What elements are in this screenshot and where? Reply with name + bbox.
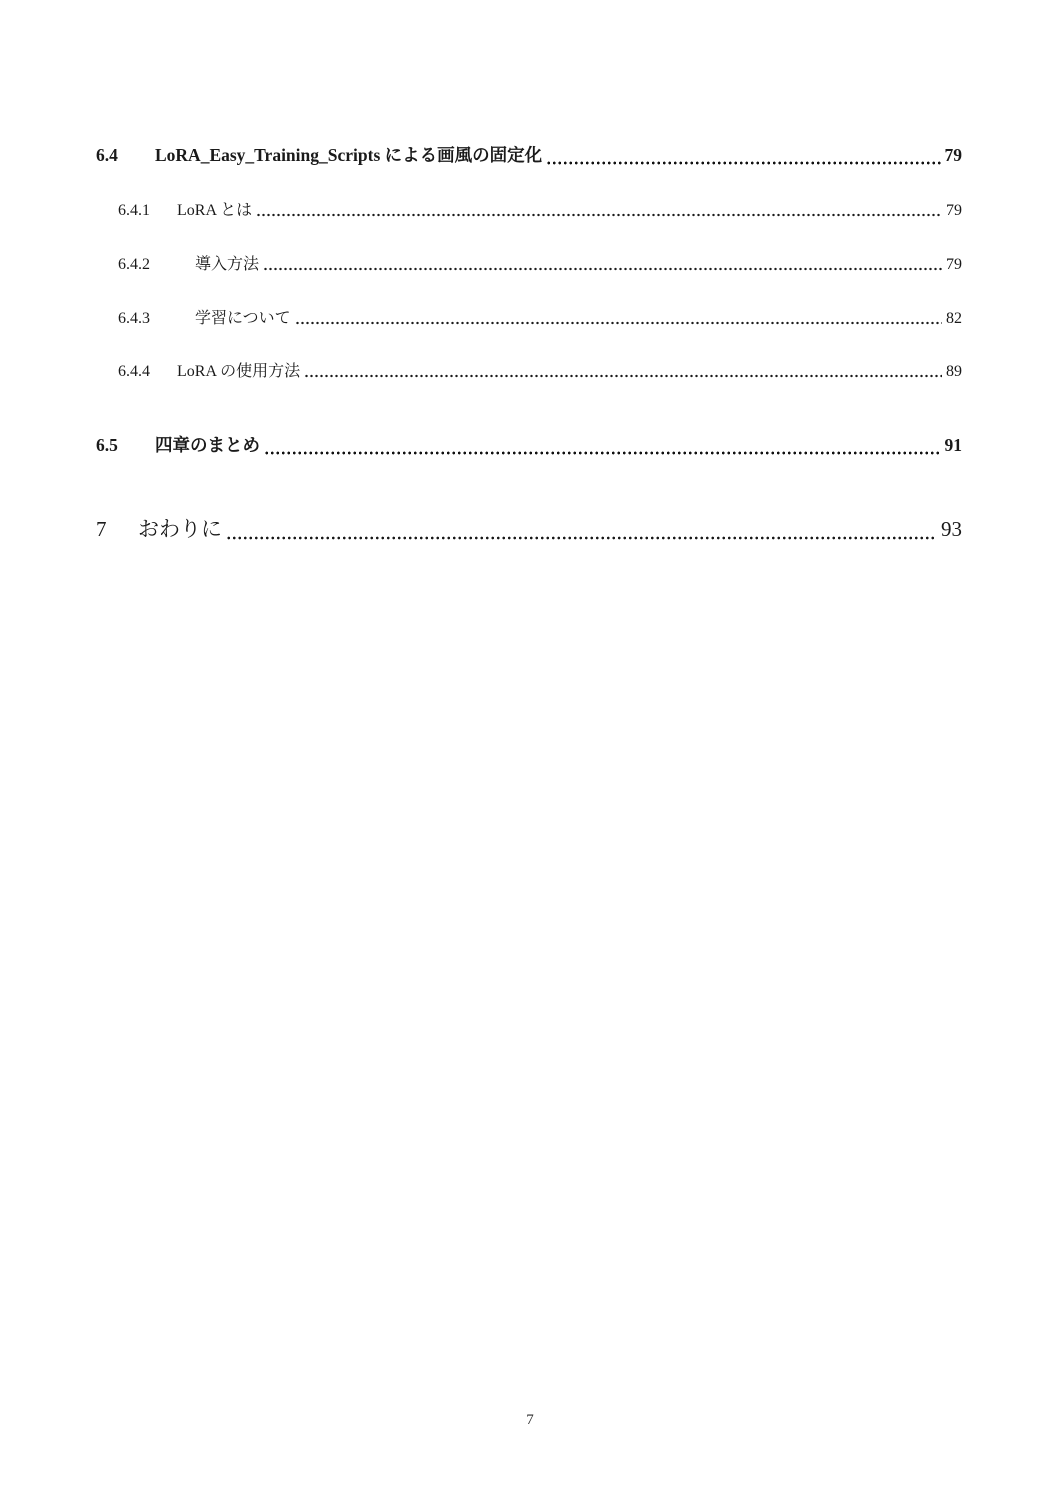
toc-dot-leader [226, 534, 937, 540]
toc-entry-title: 四章のまとめ [155, 435, 260, 455]
toc-entry-page: 82 [946, 310, 962, 327]
toc-entry-number: 6.4 [96, 145, 118, 165]
toc-entry-title: LoRA の使用方法 [177, 363, 301, 380]
toc-entry-number: 6.4.2 [118, 256, 150, 273]
toc-entry [118, 305, 962, 328]
toc-entry-title: LoRA とは [177, 202, 253, 219]
toc-entry-title: 導入方法 [195, 256, 260, 273]
toc-entry-page: 91 [944, 435, 962, 455]
toc-entry [96, 432, 962, 457]
toc-entry [96, 142, 962, 167]
toc-dot-leader [295, 319, 942, 325]
toc-entry-number: 6.5 [96, 435, 118, 455]
toc-entry-number: 6.4.1 [118, 202, 150, 219]
toc-entry-page: 89 [946, 363, 962, 380]
toc-entry-page: 79 [946, 256, 962, 273]
toc-entry [118, 251, 962, 274]
toc-dot-leader [546, 159, 940, 165]
toc-entry [118, 358, 962, 381]
toc-dot-leader [256, 211, 942, 217]
toc-entry-page: 79 [944, 145, 962, 165]
toc-dot-leader [304, 372, 942, 378]
page-number-footer: 7 [526, 1412, 534, 1428]
toc-dot-leader [263, 265, 942, 271]
toc-entry [96, 513, 962, 543]
toc-entry-title: おわりに [138, 517, 222, 541]
toc-entry-number: 6.4.3 [118, 310, 150, 327]
toc-entry-title: 学習について [195, 310, 291, 327]
toc-entry-number: 6.4.4 [118, 363, 150, 380]
toc-entry-title: LoRA_Easy_Training_Scripts による画風の固定化 [155, 145, 543, 165]
toc-entry-page: 79 [946, 202, 962, 219]
toc-entry [118, 197, 962, 220]
toc-entry-number: 7 [96, 517, 107, 541]
toc-dot-leader [264, 449, 941, 455]
toc-entry-page: 93 [941, 517, 962, 541]
